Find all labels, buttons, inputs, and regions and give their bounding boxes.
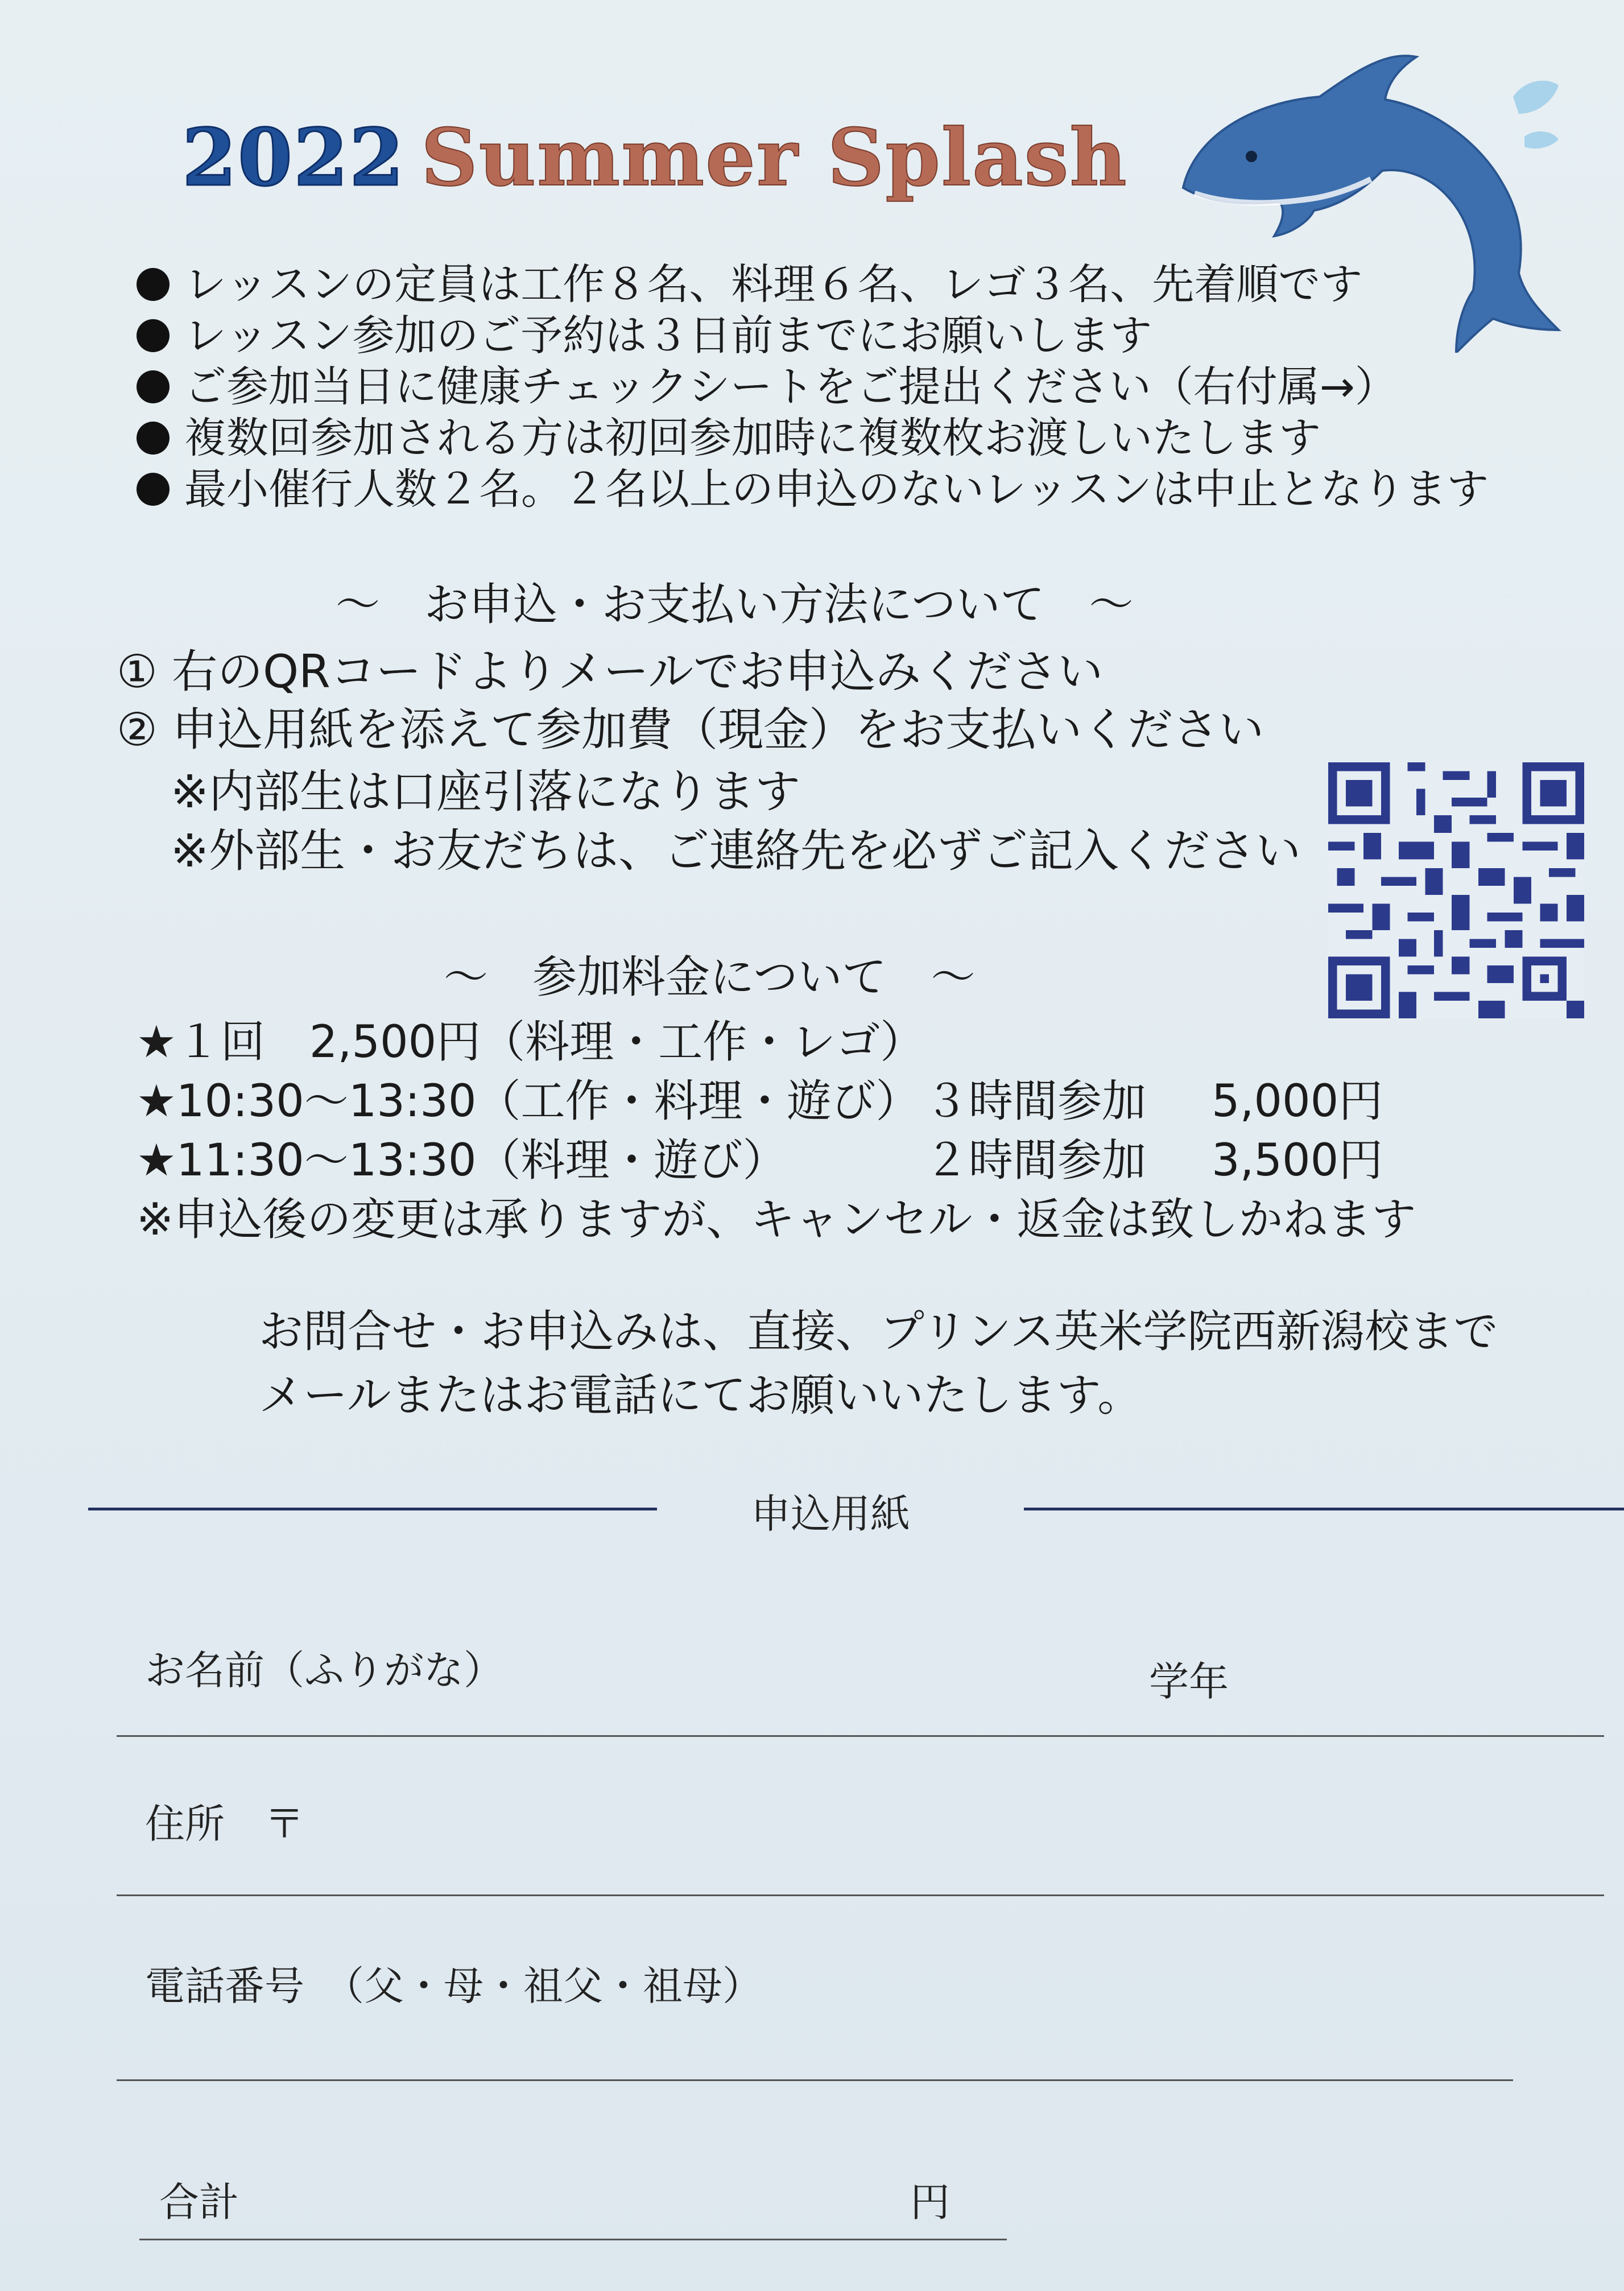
fee-row (137, 1072, 1445, 1131)
fee-hours: ２時間参加 (924, 1135, 1147, 1186)
fees-heading: ～ 参加料金について ～ (444, 952, 976, 1003)
name-field-line[interactable] (117, 1735, 1604, 1737)
fee-price: 3,500円 (1212, 1135, 1383, 1186)
list-item: ご参加当日に健康チェックシートをご提出ください（右付属→） (137, 361, 1489, 412)
fee-label: ★10:30～13:30（工作・料理・遊び） (137, 1076, 920, 1127)
divider (1024, 1508, 1624, 1510)
rules-list (137, 259, 1489, 515)
fee-hours: ３時間参加 (924, 1076, 1147, 1127)
apply-notes (171, 762, 1301, 881)
address-field-label: 住所 〒 (145, 1801, 304, 1847)
step-item: ① 右のQRコードよりメールでお申込みください (117, 645, 1104, 698)
total-field-label: 合計 (159, 2179, 239, 2226)
total-field-line[interactable] (139, 2239, 1007, 2240)
bullet-icon (137, 422, 170, 455)
phone-field-line[interactable] (117, 2079, 1513, 2081)
fee-label: ★11:30～13:30（料理・遊び） (137, 1135, 787, 1186)
divider (88, 1508, 657, 1510)
flyer-title (182, 111, 1128, 204)
step-item: ② 申込用紙を添えて参加費（現金）をお支払いください (117, 703, 1265, 756)
fee-price: 5,000円 (1212, 1076, 1383, 1127)
fee-label: ★１回 2,500円（料理・工作・レゴ） (137, 1017, 925, 1068)
bullet-icon (137, 319, 170, 352)
fees-list (137, 1013, 1445, 1252)
name-field-label: お名前（ふりがな） (145, 1647, 503, 1694)
form-title: 申込用紙 (751, 1491, 910, 1537)
list-item: レッスンの定員は工作８名、料理６名、レゴ３名、先着順です (137, 259, 1489, 310)
note-item: ※外部生・お友だちは、ご連絡先を必ずご記入ください (171, 824, 1301, 877)
contact-line: お問合せ・お申込みは、直接、プリンス英米学院西新潟校まで (259, 1306, 1498, 1357)
phone-field-label: 電話番号 （父・母・祖父・祖母） (145, 1963, 762, 2009)
address-field-line[interactable] (117, 1894, 1604, 1896)
title-year: 2022 (182, 111, 406, 204)
fee-note: ※申込後の変更は承りますが、キャンセル・返金は致しかねます (137, 1194, 1416, 1245)
bullet-icon (137, 370, 170, 403)
fee-row (137, 1013, 924, 1072)
title-text: Summer Splash (421, 111, 1128, 204)
apply-steps (117, 643, 1264, 759)
bullet-icon (137, 473, 170, 506)
apply-heading: ～ お申込・お支払い方法について ～ (336, 579, 1134, 630)
list-item: レッスン参加のご予約は３日前までにお願いします (137, 310, 1489, 361)
yen-label: 円 (910, 2179, 950, 2226)
note-item: ※内部生は口座引落になります (171, 765, 801, 818)
contact-text (259, 1300, 1498, 1427)
list-item: 最小催行人数２名。２名以上の申込のないレッスンは中止となります (137, 464, 1489, 515)
bullet-icon (137, 268, 170, 301)
contact-line: メールまたはお電話にてお願いいたします。 (259, 1370, 1142, 1421)
list-item: 複数回参加される方は初回参加時に複数枚お渡しいたします (137, 412, 1489, 464)
fee-row (137, 1131, 1445, 1190)
qr-code-icon (1328, 762, 1584, 1018)
grade-field-label: 学年 (1149, 1658, 1229, 1705)
